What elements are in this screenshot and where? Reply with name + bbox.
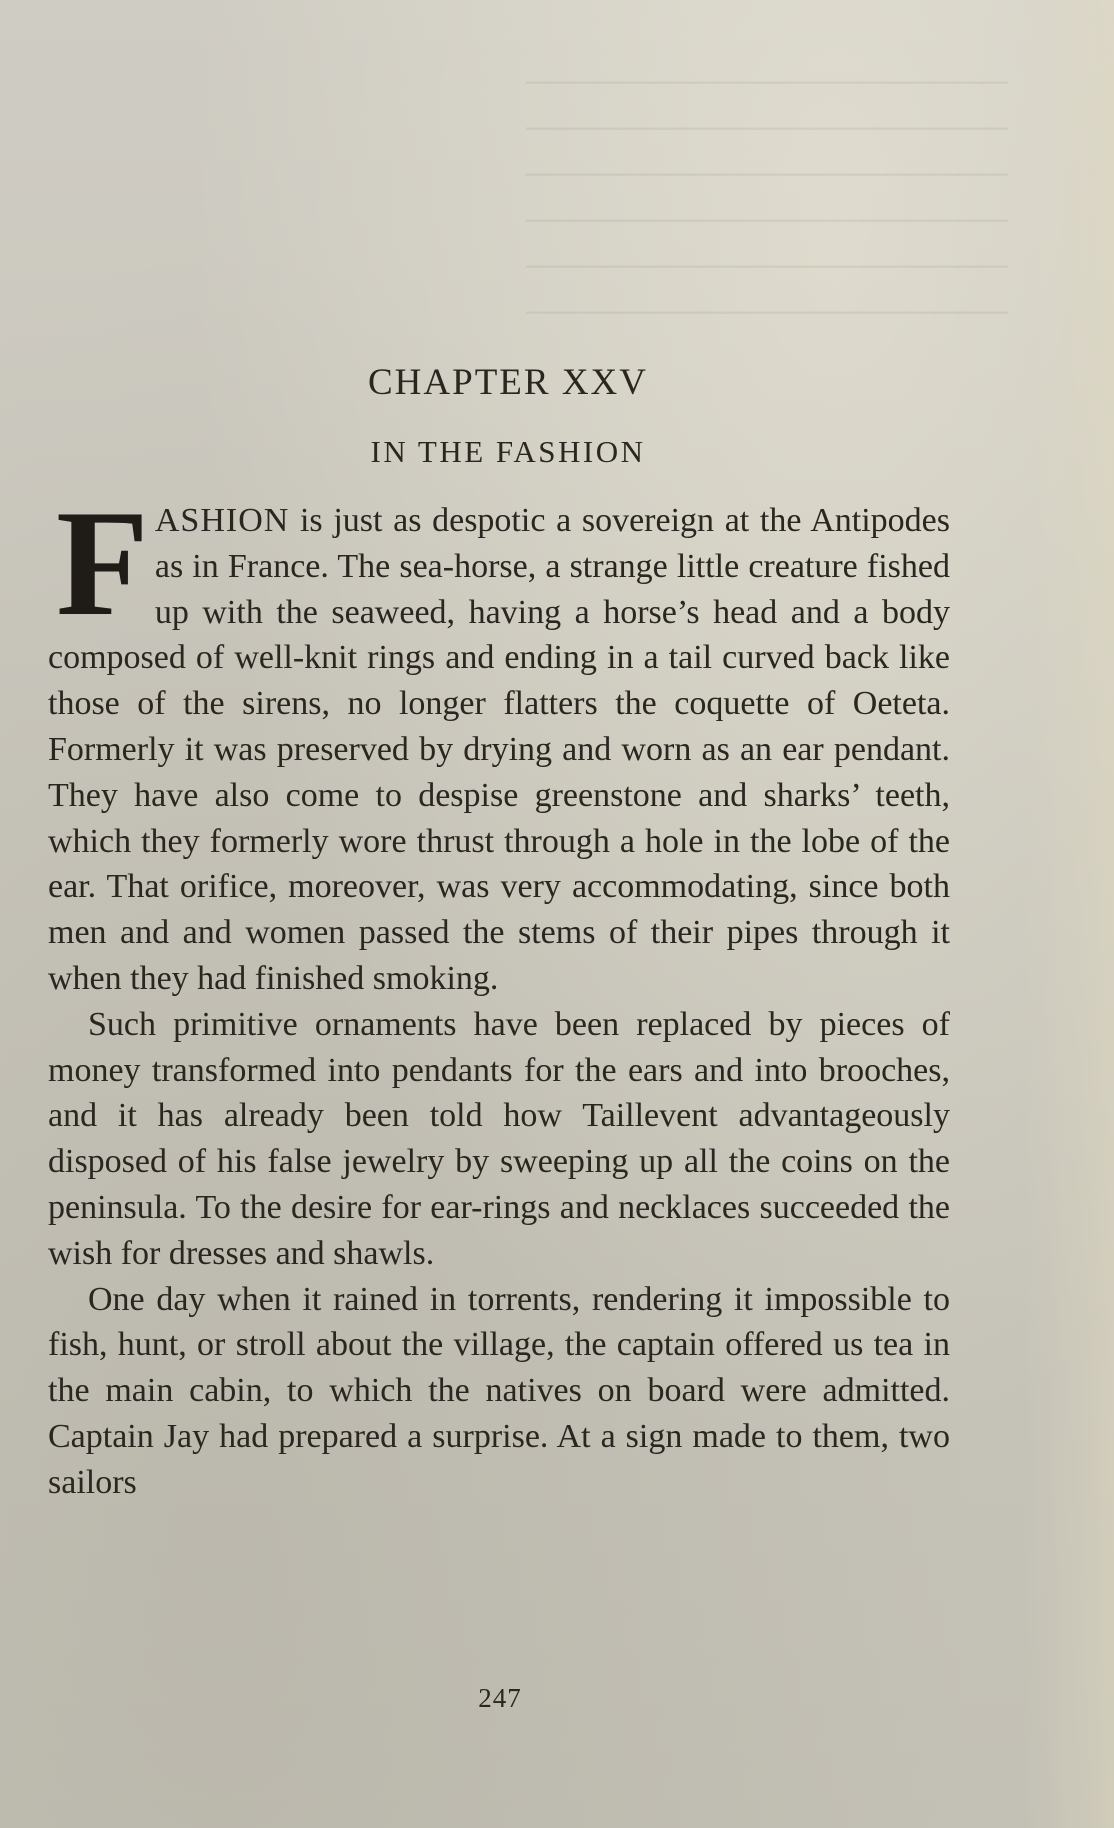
show-through-text: ──────────────────── ──────────────────── ──────────────────── ──────────────────── ──────────────────── ────────────────────	[526, 64, 1008, 331]
paragraph-1-text: is just as despotic a sovereign at the Antipodes as in France. The sea-horse, a strange little creature fished up with the seaweed, having a horse’s head and a body composed of well-knit rings and ending in a tail curved back like those of the sirens, no longer flatters the coquette of Oeteta. Formerly it was preserved by drying and worn as an ear pendant. They have also come to despise greenstone and sharks’ teeth, which they formerly wore thrust through a hole in the lobe of the ear. That orifice, moreover, was very accommodating, since both men and and women passed the stems of their pipes through it when they had finished smoking.	[48, 502, 950, 997]
chapter-title: IN THE FASHION	[370, 434, 646, 469]
page-content	[48, 360, 950, 1506]
paragraph-3: One day when it rained in torrents, rendering it impossible to fish, hunt, or stroll about the village, the captain offered us tea in the main cabin, to which the natives on board were admitted. Captain Jay had prepared a surprise. At a sign made to them, two sailors	[48, 1280, 950, 1501]
drop-cap: F	[56, 479, 149, 647]
page-number: 247	[478, 1683, 522, 1713]
chapter-number: CHAPTER XXV	[368, 362, 648, 403]
lead-in-caps: ASHION	[154, 502, 290, 539]
chapter-body	[48, 479, 950, 1506]
paragraph-1	[48, 479, 950, 1002]
paragraph-2: Such primitive ornaments have been replaced by pieces of money transformed into pendants for the ears and into brooches, and it has already been told how Taillevent advantageously disposed of his false jewelry by sweeping up all the coins on the peninsula. To the desire for ear-rings and necklaces succeeded the wish for dresses and shawls.	[48, 1005, 950, 1272]
